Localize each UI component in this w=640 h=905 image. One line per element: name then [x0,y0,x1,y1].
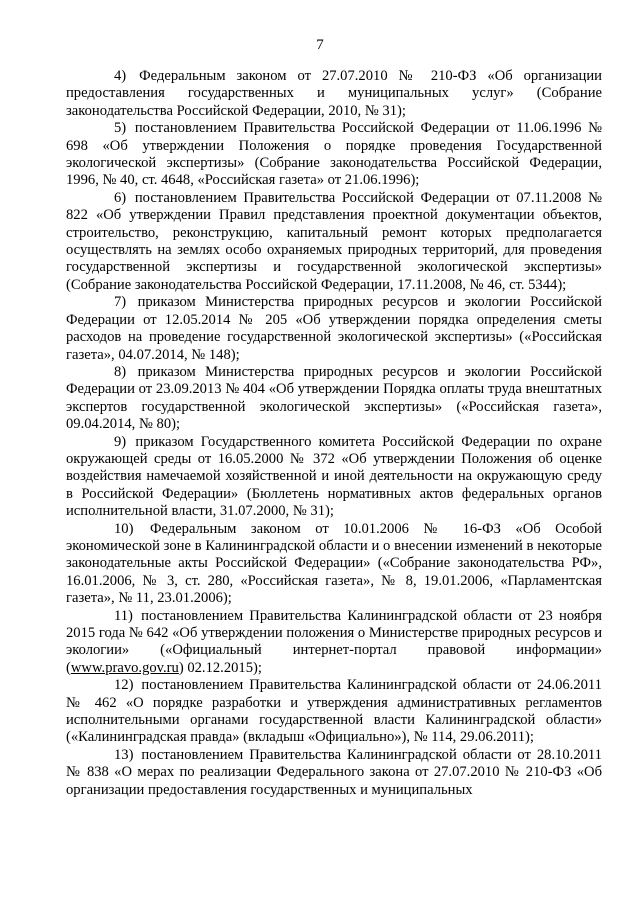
list-item-number: 5) [114,120,127,137]
list-item-text: постановлением Правительства Калининградской области от 23 ноября 2015 года № 642 «Об утверждении положения о Министерстве природных ресурсов и экологии» («Официальный интернет-портал правовой информации» ( [66,607,602,676]
list-item [66,747,602,799]
list-item-number: 11) [114,607,133,624]
list-item-number: 8) [114,363,127,380]
list-item [66,677,602,747]
list-item [66,434,602,521]
list-item [66,190,602,294]
list-item [66,608,602,678]
list-item-text: приказом Министерства природных ресурсов и экологии Российской Федерации от 12.05.2014 № 205 «Об утверждении порядка определения сметы расходов на проведение государственной экологической экспертизы» («Российская газета», 04.07.2014, № 148); [66,294,602,363]
list-item-number: 13) [114,746,134,763]
list-item-number: 7) [114,294,127,311]
list-item [66,68,602,120]
list-item-text-after: ) 02.12.2015); [178,659,262,676]
list-item-text: постановлением Правительства Калининградской области от 28.10.2011 № 838 «О мерах по реализации Федерального закона от 27.07.2010 № 210-ФЗ «Об организации предоставления государственных и муниципальных [66,746,602,798]
list-item-text: Федеральным законом от 10.01.2006 № 16-ФЗ «Об Особой экономической зоне в Калининградской области и о внесении изменений в некоторые законодательные акты Российской Федерации» («Собрание законодательства РФ», 16.01.2006, № 3, ст. 280, «Российская газета», № 8, 19.01.2006, «Парламентская газета», № 11, 23.01.2006); [66,520,602,607]
list-item-number: 4) [114,68,127,84]
list-item-number: 12) [114,677,134,694]
list-item [66,120,602,190]
list-item-number: 10) [114,520,134,537]
pravo-gov-link[interactable]: www.pravo.gov.ru [70,659,179,676]
list-item [66,364,602,434]
list-item [66,294,602,364]
list-item-text: приказом Государственного комитета Российской Федерации по охране окружающей среды от 16.05.2000 № 372 «Об утверждении Положения об оценке воздействия намечаемой хозяйственной и иной деятельности на окружающую среду в Российской Федерации» (Бюллетень нормативных актов федеральных органов исполнительной власти, 31.07.2000, № 31); [66,433,603,520]
list-item-text: постановлением Правительства Российской Федерации от 07.11.2008 № 822 «Об утверждении Правил представления проектной документации объектов, строительство, реконструкцию, капитальный ремонт которых предполагается осуществлять на землях особо охраняемых природных территорий, для проведения государственной экспертизы и государственной экологической экспертизы» (Собрание законодательства Российской Федерации, 17.11.2008, № 46, ст. 5344); [66,189,602,293]
list-item [66,521,602,608]
list-item-text: постановлением Правительства Калининградской области от 24.06.2011 № 462 «О порядке разработки и утверждения административных регламентов исполнительными органами государственной власти Калининградской области» («Калининградская правда» (вкладыш «Официально»), № 114, 29.06.2011); [66,677,602,746]
list-item-text: приказом Министерства природных ресурсов и экологии Российской Федерации от 23.09.2013 № 404 «Об утверждении Порядка оплаты труда внештатных экспертов государственной экологической экспертизы» («Российская газета», 09.04.2014, № 80); [66,363,602,433]
list-item-number: 9) [114,433,127,450]
list-item-number: 6) [114,189,127,206]
page-number: 7 [316,37,324,53]
list-item-text: постановлением Правительства Российской Федерации от 11.06.1996 № 698 «Об утверждении Положения о порядке проведения Государственной экологической экспертизы» (Собрание законодательства Российской Федерации, 1996, № 40, ст. 4648, «Российская газета» от 21.06.1996); [66,120,602,189]
list-item-text: Федеральным законом от 27.07.2010 № 210-ФЗ «Об организации предоставления государственных и муниципальных услуг» (Собрание законодательства Российской Федерации, 2010, № 31); [66,68,602,119]
document-body [66,68,602,799]
